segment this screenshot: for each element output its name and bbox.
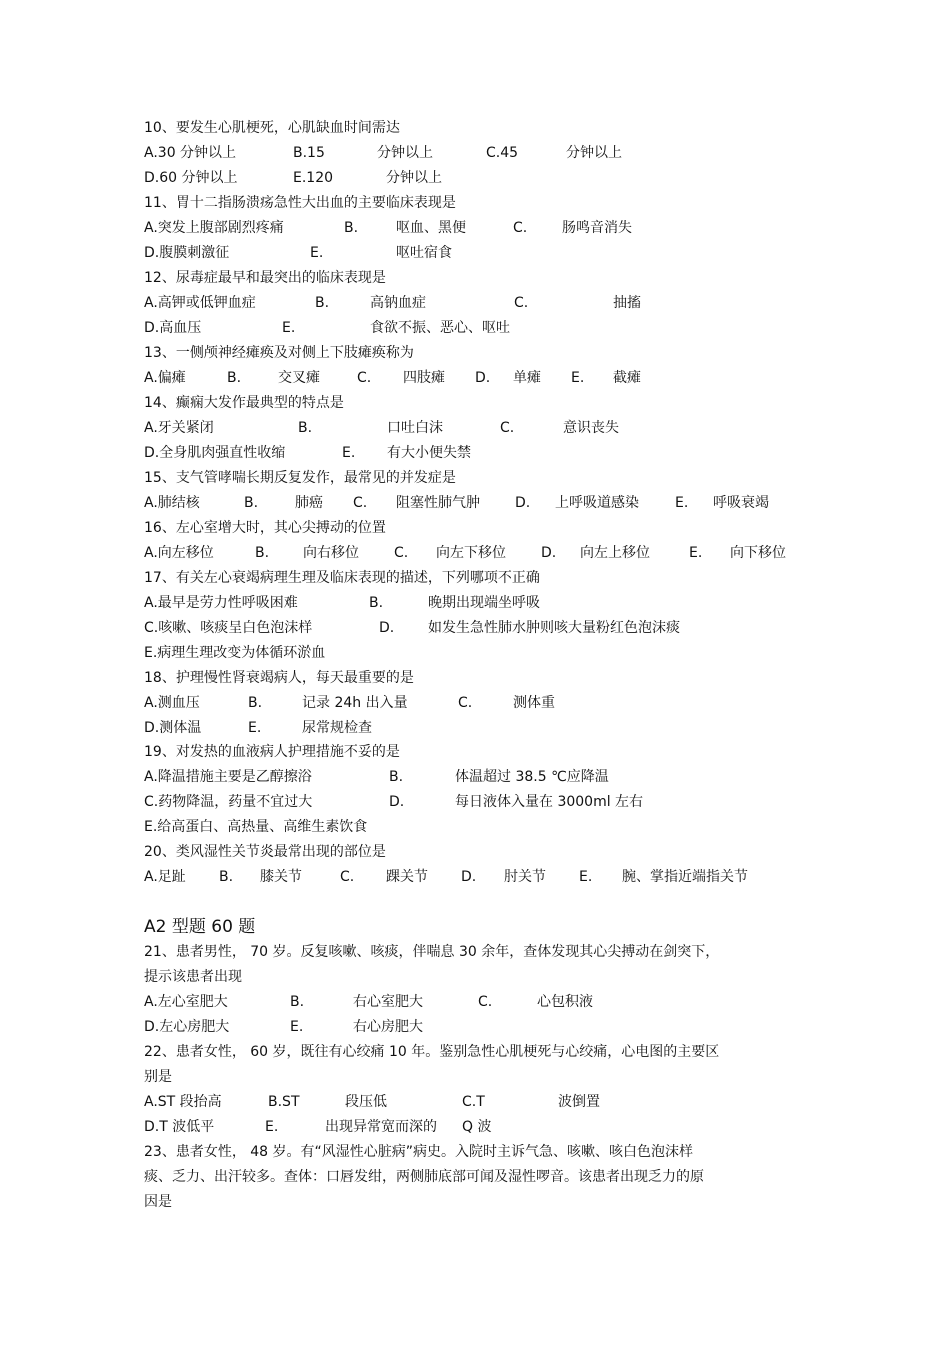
option-a: A.偏瘫 bbox=[144, 370, 186, 386]
question-text: 提示该患者出现 bbox=[144, 969, 242, 985]
option-a: A.降温措施主要是乙醇擦浴 bbox=[144, 769, 312, 785]
option-e-text: 有大小便失禁 bbox=[387, 445, 471, 461]
option-c-text: 阻塞性肺气肿 bbox=[396, 495, 480, 511]
option-e-label: E. bbox=[290, 1019, 304, 1035]
option-e-text: 出现异常宽而深的 bbox=[325, 1119, 437, 1135]
question-text: 痰、乏力、出汗较多。查体：口唇发绀，两侧肺底部可闻及湿性啰音。该患者出现乏力的原 bbox=[144, 1169, 704, 1185]
option-a: A.左心室肥大 bbox=[144, 994, 228, 1010]
question-text: 20、类风湿性关节炎最常出现的部位是 bbox=[144, 844, 386, 860]
option-b-label: B. bbox=[219, 869, 234, 885]
option-e-text: 分钟以上 bbox=[386, 170, 442, 186]
option-c-text: 分钟以上 bbox=[566, 145, 622, 161]
option-b-label: B. bbox=[290, 994, 305, 1010]
option-d: D.测体温 bbox=[144, 720, 202, 736]
option-e-text-cont: Q 波 bbox=[462, 1119, 492, 1135]
option-d-text: 单瘫 bbox=[513, 370, 541, 386]
option-e-label: E. bbox=[579, 869, 593, 885]
option-c-label: C. bbox=[513, 220, 528, 236]
option-c-text: 波倒置 bbox=[558, 1094, 600, 1110]
option-b-text: 交叉瘫 bbox=[278, 370, 320, 386]
option-c: C.药物降温，药量不宜过大 bbox=[144, 794, 313, 810]
option-a: A.测血压 bbox=[144, 695, 200, 711]
option-e-label: E. bbox=[342, 445, 356, 461]
option-c-text: 心包积液 bbox=[537, 994, 593, 1010]
question-text: 11、胃十二指肠溃疡急性大出血的主要临床表现是 bbox=[144, 195, 456, 211]
option-c-label: C. bbox=[514, 295, 529, 311]
option-e-text: 尿常规检查 bbox=[302, 720, 372, 736]
option-b-text: 膝关节 bbox=[260, 869, 302, 885]
option-b-label: B. bbox=[248, 695, 263, 711]
option-b-label: B. bbox=[227, 370, 242, 386]
option-e-label: E. bbox=[675, 495, 689, 511]
option-d-text: 每日液体入量在 3000ml 左右 bbox=[455, 794, 644, 810]
option-e: E.病理生理改变为体循环淤血 bbox=[144, 645, 326, 661]
question-text: 别是 bbox=[144, 1069, 172, 1085]
option-b-label: B. bbox=[344, 220, 359, 236]
option-d-text: 肘关节 bbox=[504, 869, 546, 885]
option-d-text: 向左上移位 bbox=[580, 545, 650, 561]
option-d: D.60 分钟以上 bbox=[144, 170, 238, 186]
option-c-text: 意识丧失 bbox=[563, 420, 619, 436]
option-a: A.牙关紧闭 bbox=[144, 420, 214, 436]
section-heading: A2 型题 60 题 bbox=[144, 917, 256, 937]
option-e-label: E. bbox=[282, 320, 296, 336]
option-d: D.左心房肥大 bbox=[144, 1019, 230, 1035]
option-b-label: B. bbox=[389, 769, 404, 785]
option-d: D.腹膜刺激征 bbox=[144, 245, 230, 261]
option-c-label: C. bbox=[458, 695, 473, 711]
option-b-label: B. bbox=[244, 495, 259, 511]
option-b-text: 体温超过 38.5 ℃应降温 bbox=[455, 769, 609, 785]
option-b-label: B. bbox=[369, 595, 384, 611]
option-c-label: C. bbox=[500, 420, 515, 436]
question-text: 12、尿毒症最早和最突出的临床表现是 bbox=[144, 270, 386, 286]
option-a: A.最早是劳力性呼吸困难 bbox=[144, 595, 298, 611]
option-d-label: D. bbox=[515, 495, 531, 511]
option-b-text: 肺癌 bbox=[295, 495, 323, 511]
option-a: A.突发上腹部剧烈疼痛 bbox=[144, 220, 284, 236]
option-b-text: 呕血、黑便 bbox=[396, 220, 466, 236]
option-d: D.T 波低平 bbox=[144, 1119, 215, 1135]
option-d-label: D. bbox=[389, 794, 405, 810]
option-e-text: 呼吸衰竭 bbox=[713, 495, 769, 511]
option-e-label: E. bbox=[571, 370, 585, 386]
option-e-text: 食欲不振、恶心、呕吐 bbox=[370, 320, 510, 336]
option-c-label: C. bbox=[357, 370, 372, 386]
option-e-text: 呕吐宿食 bbox=[396, 245, 452, 261]
question-text: 17、有关左心衰竭病理生理及临床表现的描述，下列哪项不正确 bbox=[144, 570, 540, 586]
option-c-label: C. bbox=[353, 495, 368, 511]
option-b-label: B.15 bbox=[293, 145, 325, 161]
option-c-label: C. bbox=[478, 994, 493, 1010]
option-c: C.咳嗽、咳痰呈白色泡沫样 bbox=[144, 620, 313, 636]
option-e-label: E. bbox=[248, 720, 262, 736]
question-text: 因是 bbox=[144, 1194, 172, 1210]
option-d: D.高血压 bbox=[144, 320, 202, 336]
option-e-text: 截瘫 bbox=[613, 370, 641, 386]
option-c-text: 肠鸣音消失 bbox=[562, 220, 632, 236]
option-a: A.足趾 bbox=[144, 869, 186, 885]
option-c-text: 踝关节 bbox=[386, 869, 428, 885]
option-a: A.ST 段抬高 bbox=[144, 1094, 222, 1110]
option-a: A.向左移位 bbox=[144, 545, 214, 561]
option-e-label: E. bbox=[310, 245, 324, 261]
question-text: 13、一侧颅神经瘫痪及对侧上下肢瘫痪称为 bbox=[144, 345, 414, 361]
option-e-text: 腕、掌指近端指关节 bbox=[622, 869, 748, 885]
option-a: A.30 分钟以上 bbox=[144, 145, 237, 161]
option-c-label: C. bbox=[340, 869, 355, 885]
question-text: 19、对发热的血液病人护理措施不妥的是 bbox=[144, 744, 400, 760]
option-c-label: C. bbox=[394, 545, 409, 561]
option-d-label: D. bbox=[461, 869, 477, 885]
option-e-label: E. bbox=[265, 1119, 279, 1135]
option-a: A.高钾或低钾血症 bbox=[144, 295, 256, 311]
question-text: 22、患者女性， 60 岁，既往有心绞痛 10 年。鉴别急性心肌梗死与心绞痛，心电图的主要区 bbox=[144, 1044, 720, 1060]
option-b-text: 记录 24h 出入量 bbox=[302, 695, 408, 711]
option-b-label: B. bbox=[315, 295, 330, 311]
question-text: 14、癫痫大发作最典型的特点是 bbox=[144, 395, 344, 411]
option-d-label: D. bbox=[475, 370, 491, 386]
option-e-label: E.120 bbox=[293, 170, 334, 186]
option-b-text: 分钟以上 bbox=[377, 145, 433, 161]
option-c-label: C.45 bbox=[486, 145, 519, 161]
option-c-text: 测体重 bbox=[513, 695, 555, 711]
option-b-text: 右心室肥大 bbox=[353, 994, 423, 1010]
option-e: E.给高蛋白、高热量、高维生素饮食 bbox=[144, 819, 368, 835]
option-d: D.全身肌肉强直性收缩 bbox=[144, 445, 286, 461]
option-b-text: 高钠血症 bbox=[370, 295, 426, 311]
option-b-text: 段压低 bbox=[345, 1094, 387, 1110]
option-d-label: D. bbox=[379, 620, 395, 636]
question-text: 23、患者女性， 48 岁。有“风湿性心脏病”病史。入院时主诉气急、咳嗽、咳白色泡沫样 bbox=[144, 1144, 694, 1160]
option-e-text: 右心房肥大 bbox=[353, 1019, 423, 1035]
option-c-label: C.T bbox=[462, 1094, 485, 1110]
option-a: A.肺结核 bbox=[144, 495, 200, 511]
question-text: 16、左心室增大时，其心尖搏动的位置 bbox=[144, 520, 386, 536]
option-b-text: 口吐白沫 bbox=[387, 420, 443, 436]
question-text: 18、护理慢性肾衰竭病人，每天最重要的是 bbox=[144, 670, 414, 686]
question-text: 10、要发生心肌梗死，心肌缺血时间需达 bbox=[144, 120, 400, 136]
option-d-label: D. bbox=[541, 545, 557, 561]
option-b-text: 向右移位 bbox=[303, 545, 359, 561]
option-b-label: B.ST bbox=[268, 1094, 300, 1110]
option-b-label: B. bbox=[298, 420, 313, 436]
option-d-text: 如发生急性肺水肿则咳大量粉红色泡沫痰 bbox=[428, 620, 680, 636]
option-c-text: 四肢瘫 bbox=[403, 370, 445, 386]
option-e-text: 向下移位 bbox=[730, 545, 786, 561]
option-b-text: 晚期出现端坐呼吸 bbox=[428, 595, 540, 611]
question-text: 21、患者男性， 70 岁。反复咳嗽、咳痰，伴喘息 30 余年，查体发现其心尖搏动在剑突下， bbox=[144, 944, 720, 960]
option-c-text: 向左下移位 bbox=[436, 545, 506, 561]
option-e-label: E. bbox=[689, 545, 703, 561]
option-c-text: 抽搐 bbox=[613, 295, 641, 311]
option-d-text: 上呼吸道感染 bbox=[555, 495, 639, 511]
option-b-label: B. bbox=[255, 545, 270, 561]
question-text: 15、支气管哮喘长期反复发作，最常见的并发症是 bbox=[144, 470, 456, 486]
